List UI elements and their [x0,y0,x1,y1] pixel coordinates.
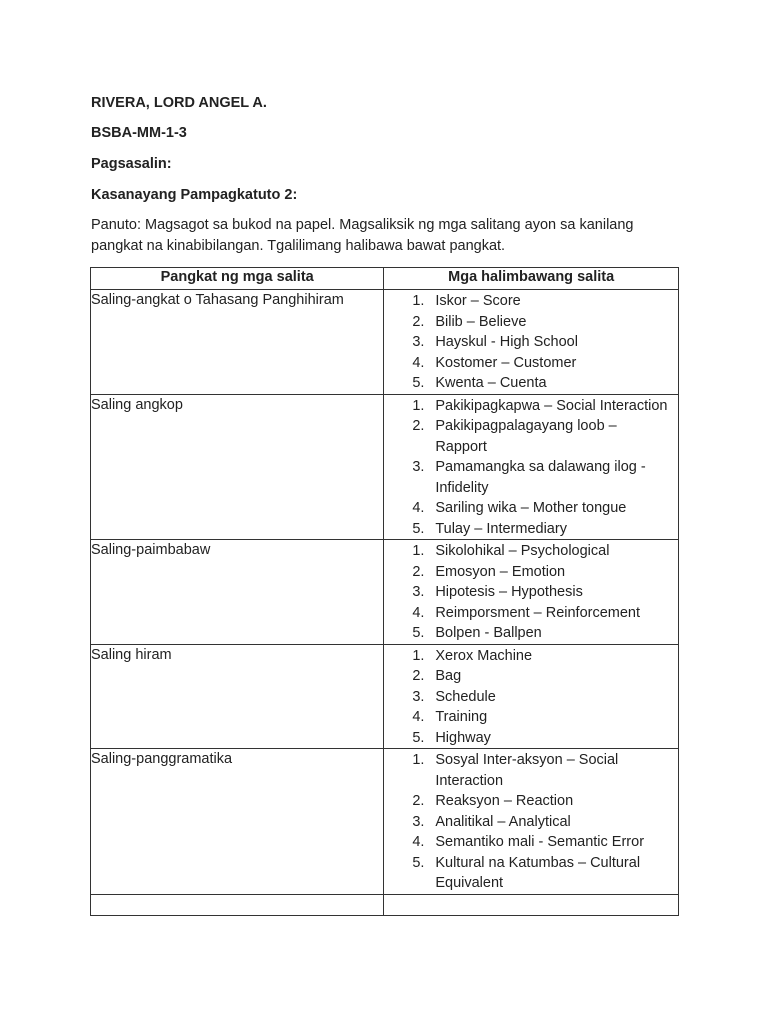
example-item: Hipotesis – Hypothesis [435,584,583,600]
table-row [91,749,679,895]
example-item: Highway [435,729,491,746]
examples-cell [384,644,679,749]
table-row [91,644,679,749]
examples-list [384,395,678,540]
example-item: Kultural na Katumbas – Cultural Equivalent [435,854,641,891]
example-item: Iskor – Score [435,293,521,309]
column-header-group: Pangkat ng mga salita [91,268,384,290]
table-header-row [91,268,679,290]
empty-table-row [91,894,679,915]
example-item: Semantiko mali - Semantic Error [435,834,645,850]
table-row [91,540,679,645]
column-header-examples: Mga halimbawang salita [384,268,679,290]
category-cell: Saling-paimbabaw [91,540,384,645]
examples-list [384,290,678,394]
examples-cell [384,540,679,645]
category-cell: Saling hiram [91,644,384,749]
example-item: Sariling wika – Mother tongue [435,500,627,516]
activity-heading: Kasanayang Pampagkatuto 2: [91,187,298,203]
category-cell: Saling-panggramatika [91,749,384,895]
example-item: Reimporsment – Reinforcement [435,604,641,621]
example-item: Reaksyon – Reaction [435,793,574,809]
examples-list [384,540,678,644]
table-row [91,394,679,540]
example-item: Emosyon – Emotion [435,563,566,580]
example-item: Bag [435,668,462,684]
example-item: Kwenta – Cuenta [435,375,547,391]
examples-cell [384,394,679,540]
word-group-table [90,267,679,916]
example-item: Kostomer – Customer [435,354,577,371]
example-item: Bolpen - Ballpen [435,625,542,641]
instructions-line-1: Panuto: Magsagot sa bukod na papel. Magsaliksik ng mga salitang ayon sa kanilang [91,217,634,233]
category-cell: Saling-angkat o Tahasang Panghihiram [91,290,384,395]
table-row [91,290,679,395]
example-item: Pamamangka sa dalawang ilog - Infidelity [435,459,646,496]
empty-cell [91,894,384,915]
instructions-line-2: pangkat na kinabibilangan. Tgalilimang halibawa bawat pangkat. [91,237,506,254]
example-item: Training [435,709,488,725]
example-item: Hayskul - High School [435,334,578,350]
example-item: Xerox Machine [435,647,533,664]
instructions [91,215,691,256]
example-item: Sosyal Inter-aksyon – Social Interaction [435,752,619,789]
example-item: Bilib – Believe [435,313,527,330]
course-section: BSBA-MM-1-3 [91,125,187,141]
example-item: Schedule [435,688,496,705]
example-item: Pakikipagkapwa – Social Interaction [435,397,668,414]
examples-cell [384,749,679,895]
example-item: Sikolohikal – Psychological [435,543,610,559]
examples-list [384,645,678,749]
example-item: Tulay – Intermediary [435,520,567,537]
empty-cell [384,894,679,915]
example-item: Analitikal – Analytical [435,813,571,830]
category-cell: Saling angkop [91,394,384,540]
examples-list [384,749,678,894]
subject-heading: Pagsasalin: [91,156,172,172]
student-name: RIVERA, LORD ANGEL A. [91,95,267,111]
examples-cell [384,290,679,395]
example-item: Pakikipagpalagayang loob – Rapport [435,418,617,455]
